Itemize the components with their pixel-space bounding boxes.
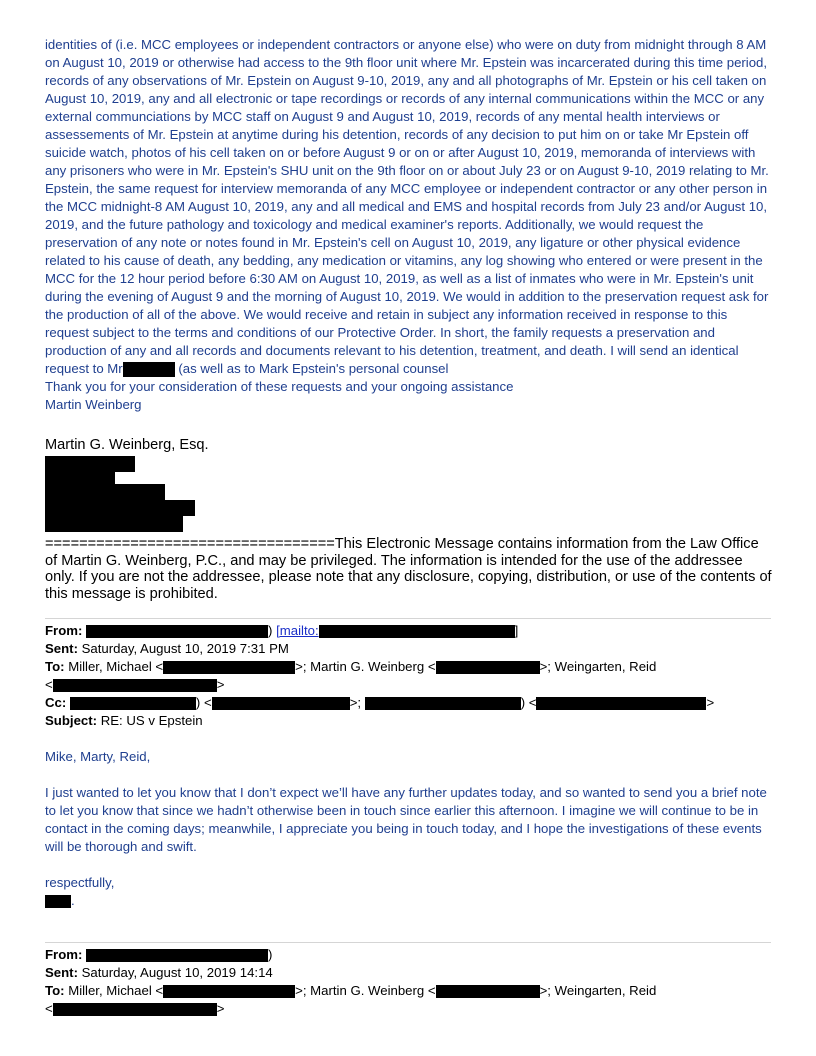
email-header-1 — [45, 622, 773, 730]
mailto-link[interactable]: [mailto: — [276, 623, 319, 638]
redaction-box — [45, 456, 135, 472]
redaction-box — [123, 362, 175, 377]
redaction-box — [70, 697, 196, 710]
sent-line: Sent: Saturday, August 10, 2019 7:31 PM — [45, 641, 289, 656]
redaction-box — [212, 697, 350, 710]
body-tail: (as well as to Mark Epstein's personal counsel — [174, 361, 449, 376]
redaction-box — [45, 895, 71, 908]
signature-name: Martin G. Weinberg, Esq. — [45, 437, 209, 453]
redaction-box — [45, 500, 195, 516]
cc-line: Cc: ) < >; ) < > — [45, 695, 715, 710]
divider — [45, 618, 771, 619]
thanks-line: Thank you for your consideration of these requests and your ongoing assistance — [45, 379, 514, 394]
body-paragraph — [45, 36, 773, 378]
to-line: To: Miller, Michael < >; Martin G. Weinberg < >; Weingarten, Reid — [45, 659, 657, 674]
redaction-box — [365, 697, 521, 710]
email-closing: respectfully, — [45, 875, 115, 890]
redaction-box — [86, 625, 268, 638]
redaction-box — [53, 679, 217, 692]
redaction-box — [319, 625, 515, 638]
from-line: From: ) [mailto: ] — [45, 623, 519, 638]
email-body: I just wanted to let you know that I don’t expect we’ll have any further updates today, and so wanted to send you a brief note to let you know that since we hadn’t otherwise been in touch since earlier this afternoon. I imagine we will continue to be in contact in the coming days; meanwhile, I appreciate you being in touch today, and I hope the investigations of these events will be thorough and swift. — [45, 785, 767, 854]
redaction-box — [45, 484, 165, 500]
subject-line: Subject: RE: US v Epstein — [45, 713, 203, 728]
redaction-box — [436, 985, 540, 998]
body-text: identities of (i.e. MCC employees or independent contractors or anyone else) who were on duty from midnight through 8 AM on August 10, 2019 or otherwise had access to the 9th floor unit where Mr. Epstein was incarcerated during this time period, records of any observations of Mr. Epstein on August 9-10, 2019, any and all photographs of Mr. Epstein or his cell taken on August 10, 2019, any and all electronic or tape recordings or records of any internal communications within the MCC or any external communciations by MCC staff on August 9 and August 10, 2019, records of any mental health interviews or assessements of Mr. Epstein at anytime during his detention, records of any decision to put him on or take Mr Epstein off suicide watch, photos of his cell taken on or before August 9 or on or after August 10, 2019, memoranda of interviews with any prisoners who were in Mr. Epstein's SHU unit on the 9th floor on or about July 23 or on August 9-10, 2019 relating to Mr. Epstein, the same request for interview memoranda of any MCC employee or independent contractor or any other person in the MCC midnight-8 AM August 10, 2019, any and all medical and EMS and hospital records from July 23 and/or August 10, 2019, and the future pathology and toxicology and medical examiner's reports. Additionally, we would request the preservation of any note or notes found in Mr. Epstein's cell on August 10, 2019, any ligature or other physical evidence related to his cause of death, any bedding, any medication or vitamins, any log showing who entered or were present in the MCC for the 12 hour period before 6:30 AM on August 10, 2019, as well as a list of inmates who were in Mr. Epstein's unit during the evening of August 9 and the morning of August 10, 2019. We would in addition to the preservation request ask for the production of all of the above. We would receive and retain in subject any information received in response to this request subject to the terms and conditions of our Protective Order. In short, the family requests a preservation and production of any and all records and documents relevant to his detention, treatment, and death. I will send an identical request to Mr — [45, 37, 769, 376]
to-line-cont: < > — [45, 677, 225, 692]
redaction-box — [45, 516, 183, 532]
divider — [45, 942, 771, 943]
redaction-box — [163, 661, 295, 674]
sent-line: Sent: Saturday, August 10, 2019 14:14 — [45, 965, 273, 980]
sender-signature: . — [45, 892, 773, 910]
redaction-box — [436, 661, 540, 674]
email-header-2 — [45, 946, 773, 1018]
redaction-box — [163, 985, 295, 998]
redaction-box — [53, 1003, 217, 1016]
to-line: To: Miller, Michael < >; Martin G. Weinberg < >; Weingarten, Reid — [45, 983, 657, 998]
legal-disclaimer: ==================================This Electronic Message contains information from the Law Office of Martin G. Weinberg, P.C., and may be privileged. The information is intended for the use of the addressee only. If you are not the addressee, please note that any disclosure, copying, distribution, or use of the contents of this message is prohibited. — [45, 536, 772, 602]
to-line-cont: < > — [45, 1001, 225, 1016]
redaction-box — [86, 949, 268, 962]
redaction-box — [536, 697, 706, 710]
document-page — [45, 36, 773, 1018]
signoff: Martin Weinberg — [45, 397, 142, 412]
signature-redactions — [45, 456, 773, 536]
from-line: From: ) — [45, 947, 273, 962]
email-greeting: Mike, Marty, Reid, — [45, 749, 151, 764]
